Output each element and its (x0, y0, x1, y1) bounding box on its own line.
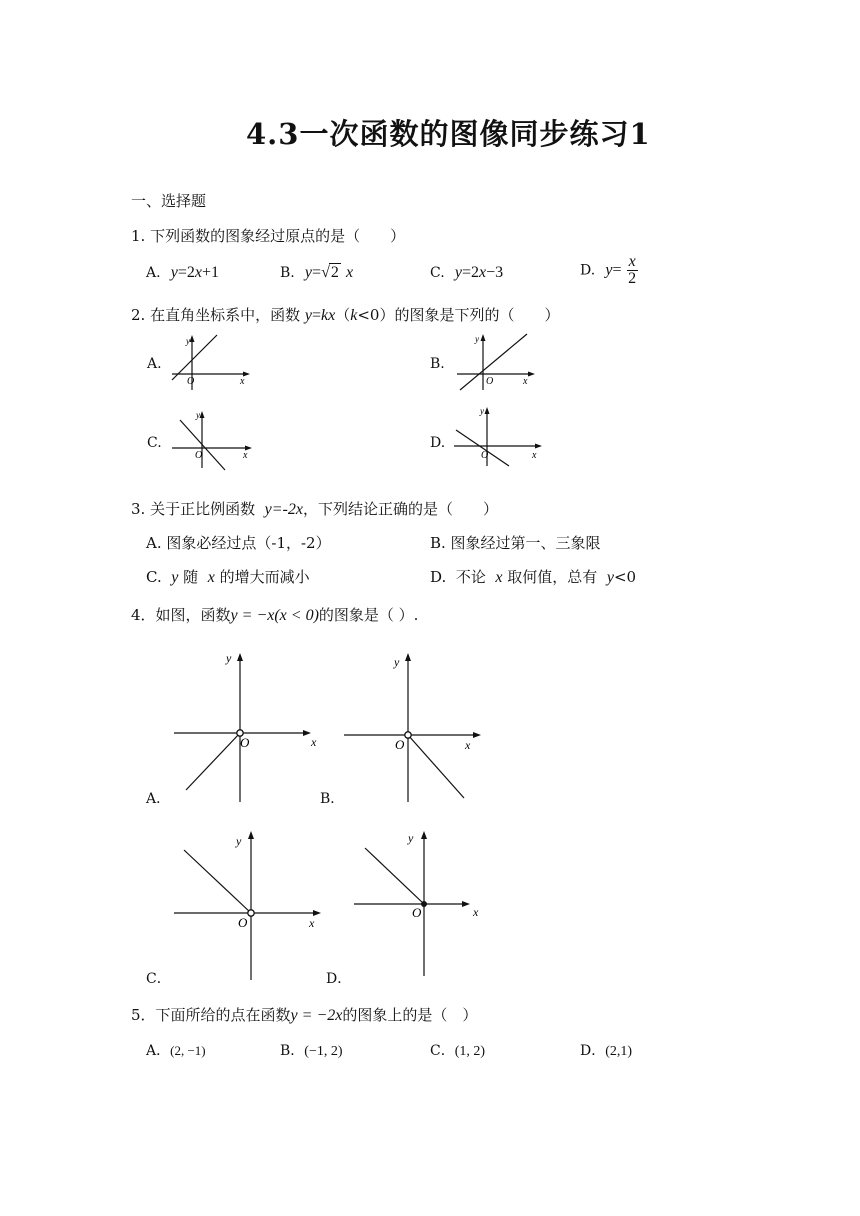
q3-stem: 3. 关于正比例函数 y=-2x，下列结论正确的是（ ） (131, 500, 498, 518)
q4-stem: 4．如图，函数y = −x(x < 0)的图象是（ ）. (131, 606, 419, 624)
axis-y-label: y (480, 406, 484, 416)
q5-stem: 5．下面所给的点在函数y = −2x的图象上的是（ ） (131, 1006, 478, 1024)
q4-graph-d (350, 826, 510, 986)
function-line (408, 735, 464, 798)
axis-x-label: x (243, 450, 248, 461)
origin-closed-dot (421, 901, 427, 907)
y-arrow (190, 335, 195, 342)
q2-graph-c (170, 408, 260, 472)
q2-graph-d (452, 404, 552, 468)
axis-x-label: x (311, 735, 317, 749)
axis-x-label: x (240, 376, 245, 387)
function-line (460, 334, 527, 390)
q4-label-c: C． (146, 971, 171, 987)
q1-option-c: C. y=2x−3 (430, 264, 504, 281)
q4-label-b: B． (320, 791, 345, 807)
x-arrow (473, 732, 481, 738)
origin-label: O (395, 737, 405, 752)
axis-x-label: x (465, 738, 471, 752)
y-arrow (481, 334, 486, 341)
origin-label: O (481, 450, 489, 461)
axis-y-label: y (196, 410, 200, 420)
axis-y-label: y (408, 831, 414, 845)
x-arrow (303, 730, 311, 736)
origin-open-dot (248, 910, 254, 916)
y-arrow (421, 831, 427, 839)
q4-label-a: A． (146, 791, 171, 807)
origin-label: O (195, 450, 203, 461)
axis-y-label: y (236, 834, 242, 848)
q2-label-c: C. (147, 435, 162, 451)
origin-label: O (238, 915, 248, 930)
q2-label-d: D. (430, 435, 446, 451)
q5-option-a: A．(2, −1) (146, 1043, 206, 1059)
fraction: $\frac{x}{2}$ (628, 253, 637, 287)
q4-graph-a (170, 646, 330, 806)
axis-y-label: y (186, 336, 190, 346)
axis-y-label: y (226, 651, 232, 665)
q2-label-a: A. (147, 356, 162, 372)
q3-option-c: C. y 随 x 的增大而减小 (146, 568, 310, 586)
q5-option-c: C．(1, 2) (430, 1043, 486, 1059)
origin-label: O (240, 735, 250, 750)
x-arrow (535, 444, 542, 449)
axis-x-label: x (309, 916, 315, 930)
axis-y-label: y (394, 655, 400, 669)
page-title: 4.3一次函数的图像同步练习1 (246, 117, 651, 151)
q2-label-b: B. (430, 356, 445, 372)
axis-y-label: y (475, 334, 479, 344)
q3-option-d: D. 不论 x 取何值，总有 y<0 (430, 568, 637, 586)
y-arrow (237, 653, 243, 661)
q1-stem: 1. 下列函数的图象经过原点的是（ ） (131, 227, 406, 245)
axis-x-label: x (532, 450, 537, 461)
function-line (184, 850, 251, 913)
q5-option-b: B．(−1, 2) (280, 1043, 343, 1059)
y-arrow (405, 653, 411, 661)
function-line (172, 335, 217, 380)
y-arrow (248, 831, 254, 839)
q4-label-d: D． (326, 971, 352, 987)
origin-open-dot (405, 732, 411, 738)
q2-graph-b (455, 332, 545, 392)
q1-option-a: A. y=2x+1 (146, 264, 220, 281)
q4-graph-c (170, 826, 330, 986)
function-line (365, 848, 424, 904)
axis-x-label: x (473, 905, 479, 919)
y-arrow (485, 407, 490, 414)
q5-option-d: D．(2,1) (580, 1043, 633, 1059)
q2-graph-a (170, 332, 260, 392)
q1-option-b: B. y=√2 x (280, 264, 354, 281)
q4-graph-b (340, 646, 500, 806)
x-arrow (528, 372, 535, 377)
q2-stem: 2. 在直角坐标系中，函数 y=kx（k<0）的图象是下列的（ ） (131, 306, 560, 324)
x-arrow (462, 901, 470, 907)
origin-label: O (187, 376, 195, 387)
section-heading: 一、选择题 (131, 192, 207, 210)
q3-option-a: A. 图象必经过点（-1，-2） (146, 534, 331, 552)
axis-x-label: x (523, 376, 528, 387)
origin-label: O (486, 376, 494, 387)
origin-label: O (412, 905, 422, 920)
q3-option-b: B. 图象经过第一、三象限 (430, 534, 601, 552)
q1-option-d: D. y= $\frac{x}{2}$ (580, 253, 637, 287)
y-arrow (200, 411, 205, 418)
function-line (186, 733, 240, 790)
